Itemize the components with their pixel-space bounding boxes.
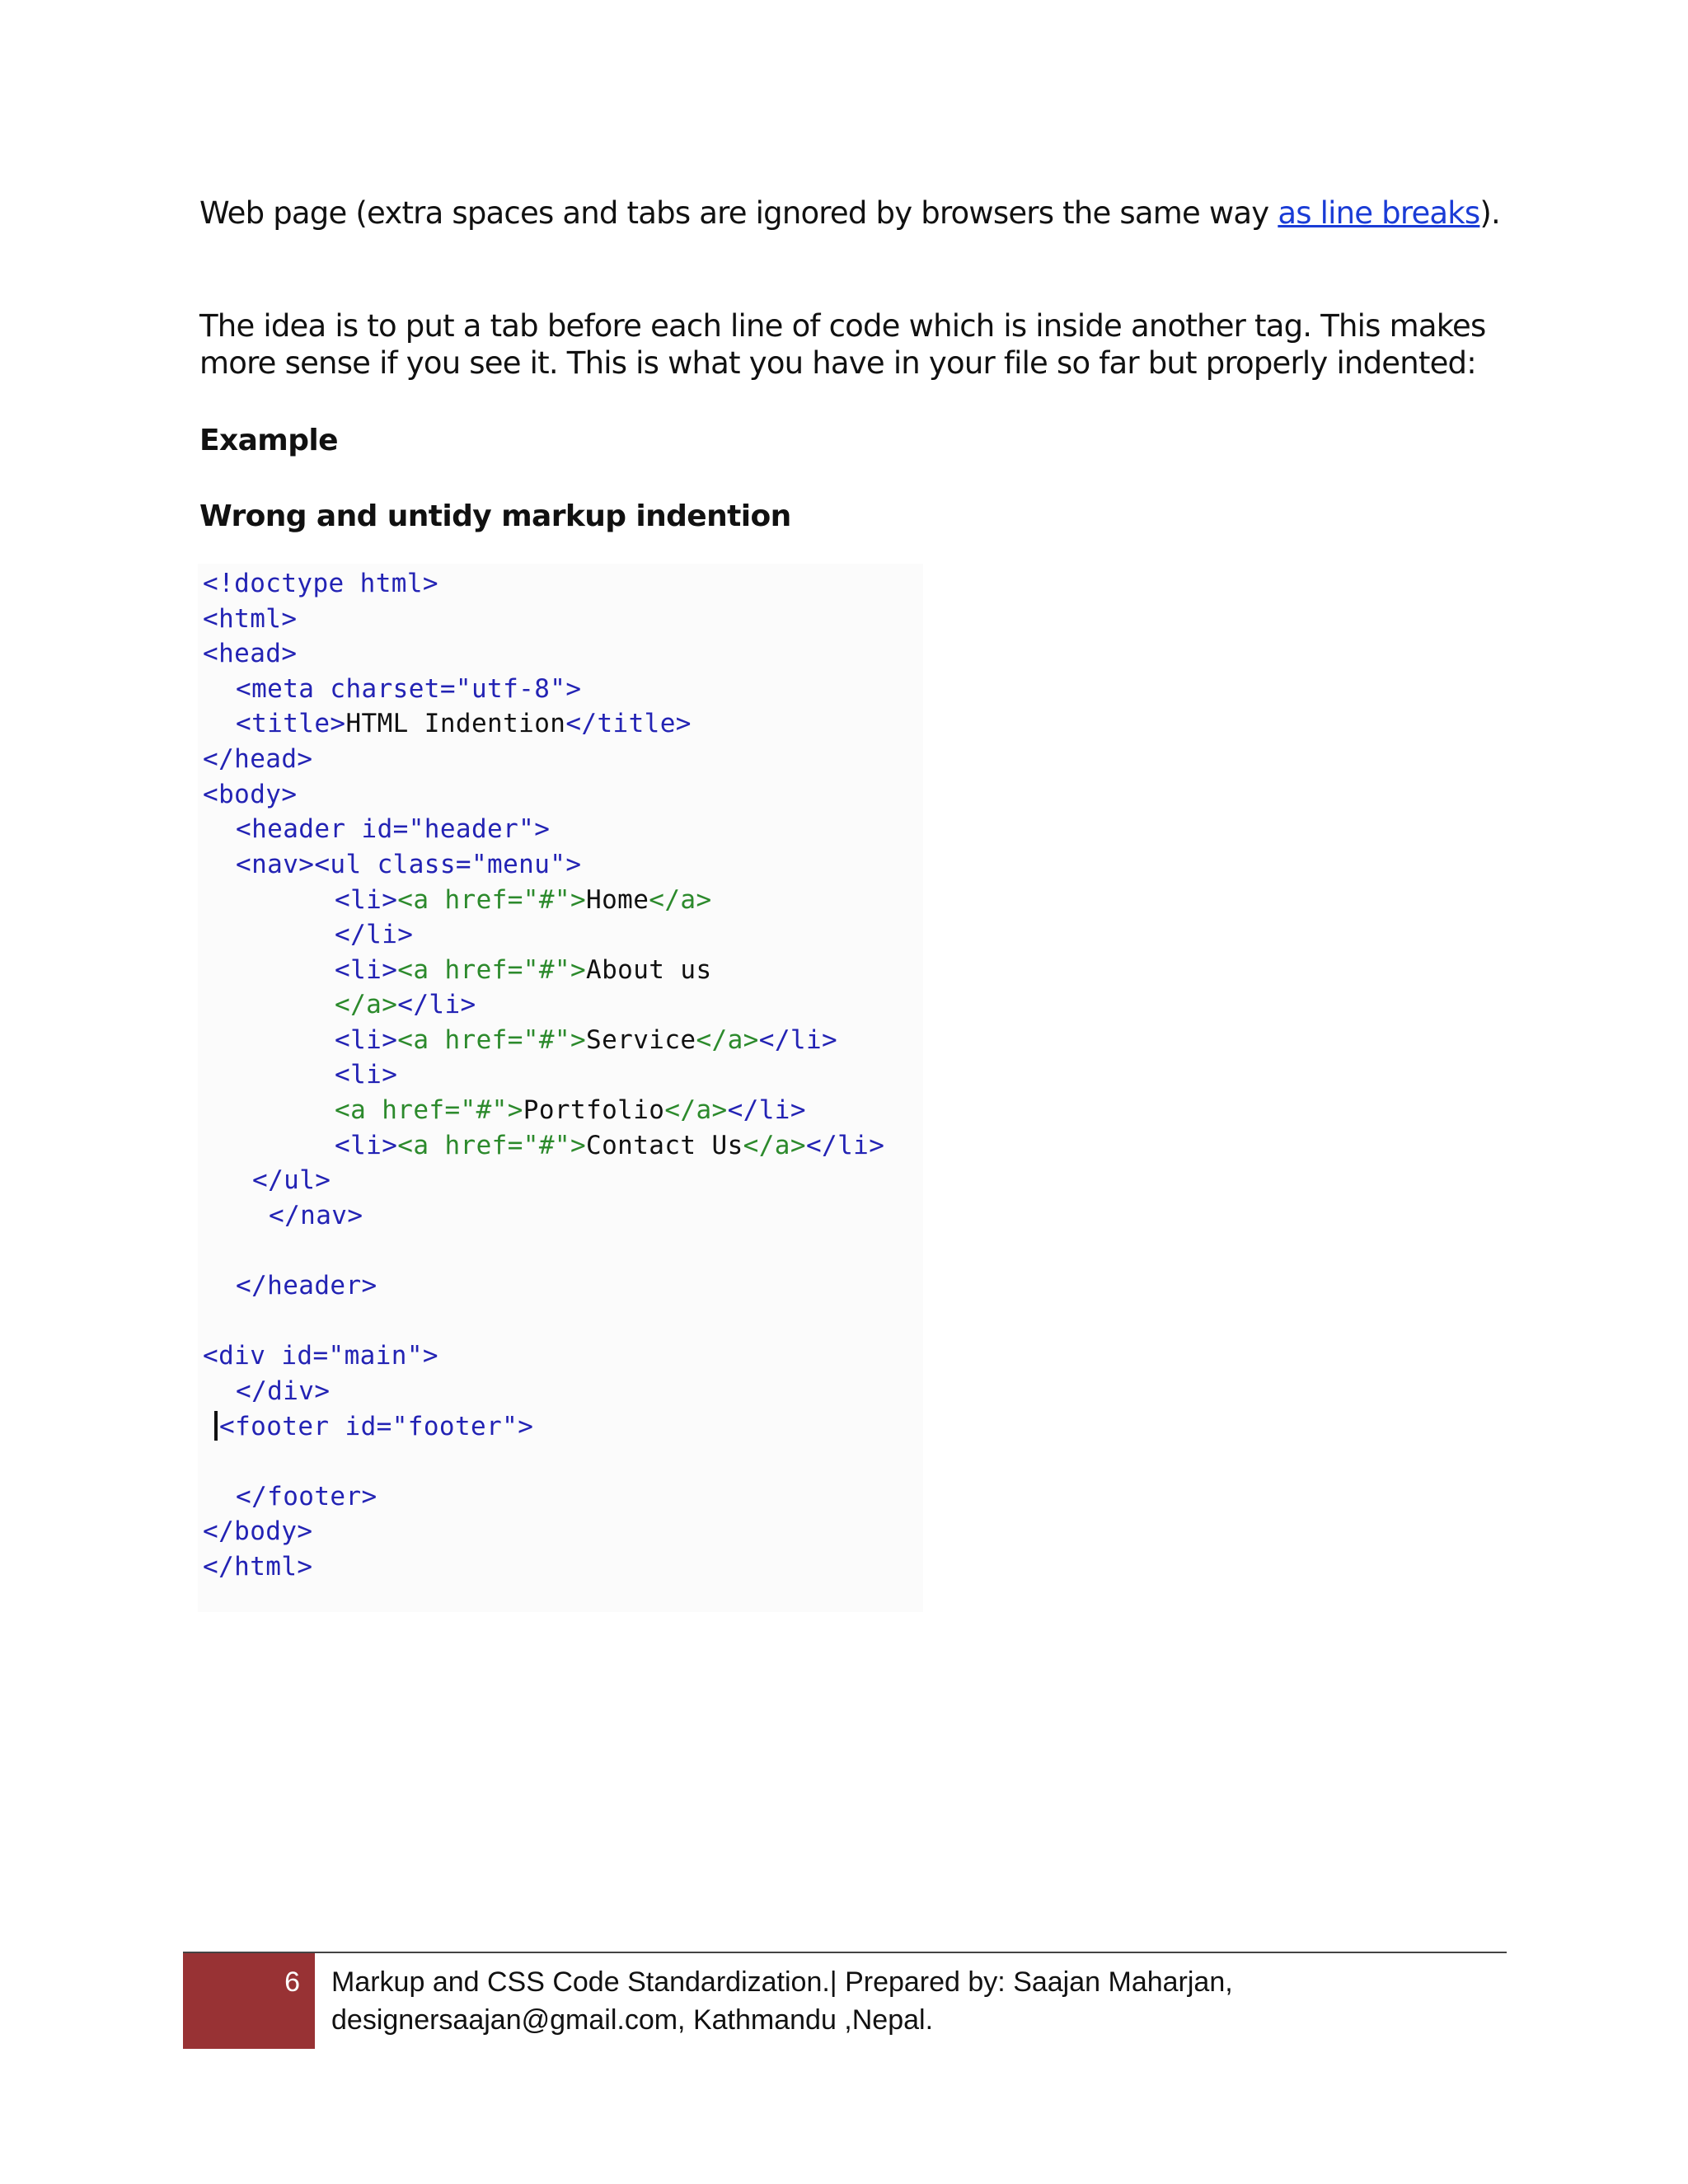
- code-line: <html>: [203, 604, 298, 634]
- code-token: </a>: [696, 1025, 759, 1055]
- heading-example: Example: [199, 424, 338, 457]
- code-line: <header id="header">: [236, 814, 551, 844]
- code-line: [335, 1024, 837, 1057]
- code-token: </li>: [758, 1025, 838, 1055]
- footer-text: [331, 1963, 1502, 2039]
- code-line: [214, 1410, 533, 1443]
- code-token: <title>: [236, 709, 346, 738]
- code-token: <a href="#">: [335, 1095, 523, 1125]
- code-token: HTML Indention: [345, 709, 566, 738]
- code-line: </li>: [335, 920, 414, 949]
- code-line: <div id="main">: [203, 1341, 438, 1371]
- code-line: </body>: [203, 1516, 313, 1546]
- code-token: </li>: [805, 1131, 885, 1160]
- line-breaks-link[interactable]: as line breaks: [1278, 195, 1480, 231]
- page-number: 6: [284, 1966, 300, 1998]
- code-token: Portfolio: [523, 1095, 665, 1125]
- paragraph-indent-idea: The idea is to put a tab before each line of code which is inside another tag. This makes more sense if you see it. This is what you have in your file so far but properly indented:: [199, 308, 1486, 381]
- code-line: <body>: [203, 780, 298, 809]
- code-token: </li>: [727, 1095, 806, 1125]
- code-line: </html>: [203, 1552, 313, 1582]
- footer-line-1: Markup and CSS Code Standardization.| Prepared by: Saajan Maharjan,: [331, 1966, 1233, 1998]
- code-token: </a>: [649, 885, 712, 915]
- code-line: </footer>: [236, 1482, 377, 1511]
- code-line: [335, 988, 476, 1021]
- paragraph-intro: [199, 194, 1502, 232]
- code-line: </div>: [236, 1376, 331, 1406]
- heading-wrong-markup: Wrong and untidy markup indention: [199, 499, 791, 533]
- code-token: <li>: [335, 1025, 398, 1055]
- code-line: <nav><ul class="menu">: [236, 850, 582, 879]
- code-token: Home: [586, 885, 649, 915]
- code-token: <li>: [335, 1131, 398, 1160]
- code-line: [335, 1129, 884, 1162]
- code-token: </li>: [397, 990, 476, 1019]
- code-token: </a>: [335, 990, 398, 1019]
- code-token: Service: [586, 1025, 696, 1055]
- code-token: <footer id="footer">: [219, 1412, 534, 1441]
- code-line: <li>: [335, 1060, 398, 1090]
- code-line: <!doctype html>: [203, 569, 438, 598]
- code-line: [236, 707, 692, 740]
- page-number-block: [183, 1953, 315, 2049]
- code-line: <meta charset="utf-8">: [236, 674, 582, 704]
- code-line: [335, 883, 712, 916]
- paragraph-intro-text: Web page (extra spaces and tabs are ignored by browsers the same way: [199, 195, 1278, 231]
- code-line: [335, 1094, 806, 1127]
- code-token: About us: [586, 955, 712, 985]
- code-token: <a href="#">: [397, 955, 587, 985]
- code-line: </head>: [203, 744, 313, 774]
- paragraph-intro-end: ).: [1479, 195, 1501, 231]
- code-token: </title>: [565, 709, 692, 738]
- code-line: </ul>: [252, 1165, 331, 1195]
- code-token: </a>: [664, 1095, 728, 1125]
- code-line: [335, 954, 712, 987]
- code-line: </header>: [236, 1271, 377, 1301]
- code-token: <li>: [335, 885, 398, 915]
- code-token: </a>: [743, 1131, 806, 1160]
- code-token: <a href="#">: [397, 1131, 587, 1160]
- code-screenshot: [198, 564, 923, 1612]
- footer-divider: [183, 1952, 1507, 1953]
- code-token: <a href="#">: [397, 885, 587, 915]
- code-line: </nav>: [269, 1201, 363, 1230]
- footer-line-2: designersaajan@gmail.com, Kathmandu ,Nepal.: [331, 2004, 934, 2036]
- text-cursor: [214, 1411, 218, 1441]
- code-token: <li>: [335, 955, 398, 985]
- code-token: <a href="#">: [397, 1025, 587, 1055]
- code-line: <head>: [203, 639, 298, 668]
- code-token: Contact Us: [586, 1131, 743, 1160]
